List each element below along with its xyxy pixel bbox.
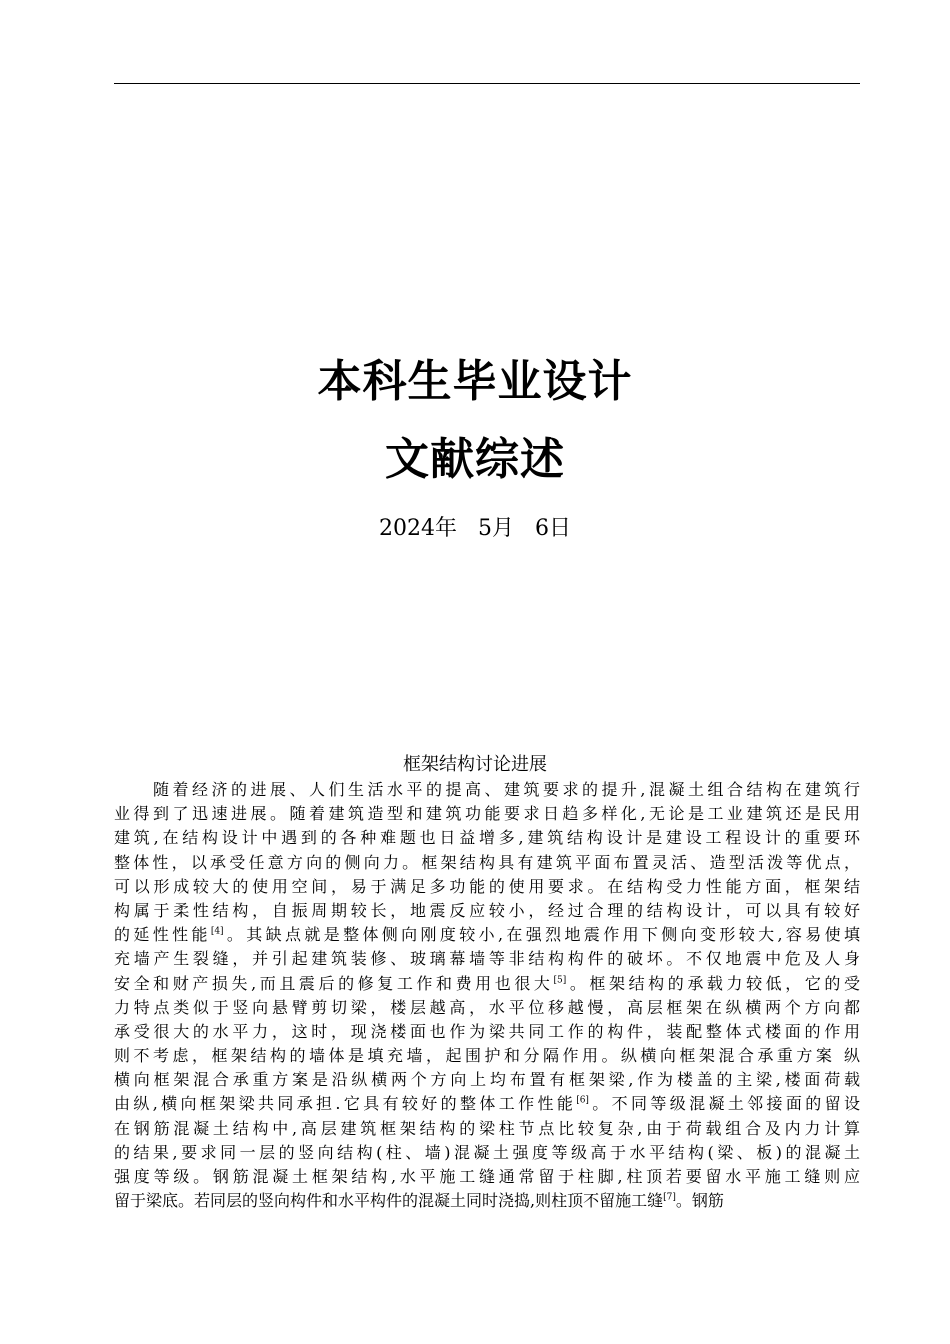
text-line [114,875,860,899]
text-segment: 在钢筋混凝土结构中,高层建筑框架结构的梁柱节点比较复杂,由于荷载组合及内力计算 [114,1118,860,1138]
text-segment: 的延性性能 [114,925,211,945]
text-segment: 构属于柔性结构，自振周期较长，地震反应较小，经过合理的结构设计，可以具有较好 [114,900,860,920]
text-segment: 。钢筋 [675,1191,724,1211]
text-segment: 充墙产生裂缝，并引起建筑装修、玻璃幕墙等非结构构件的破坏。不仅地震中危及人身 [114,949,860,969]
text-line [114,1141,860,1165]
citation-ref: [7] [663,1192,676,1203]
section-heading: 框架结构讨论进展 [403,754,547,775]
text-segment: 留于梁底。若同层的竖向构件和水平构件的混凝土同时浇捣,则柱顶不留施工缝 [114,1191,664,1211]
text-line [114,802,860,826]
date-day-unit: 日 [548,516,571,541]
text-line [114,899,860,923]
date-year-unit: 年 [434,516,457,541]
text-segment: 由纵,横向框架梁共同承担.它具有较好的整体工作性能 [114,1094,577,1114]
text-line [114,851,860,875]
text-line [114,1020,860,1044]
body-paragraph [114,778,860,1213]
citation-ref: [5] [553,975,567,986]
text-segment: 。框架结构的承载力较低，它的受 [566,973,860,993]
document-date [0,513,950,545]
text-line [114,923,860,947]
date-year: 2024 [378,516,435,541]
text-segment: 建筑,在结构设计中遇到的各种难题也日益增多,建筑结构设计是建设工程设计的重要环 [114,828,860,848]
text-line [114,778,860,802]
text-segment: 力特点类似于竖向悬臂剪切梁，楼层越高，水平位移越慢，高层框架在纵横两个方向都 [114,997,860,1017]
text-line [114,1044,860,1068]
text-line [114,1068,860,1092]
text-segment: 则不考虑，框架结构的墙体是填充墙，起围护和分隔作用。纵横向框架混合承重方案 纵 [114,1046,860,1066]
text-line [114,996,860,1020]
text-segment: 。不同等级混凝土邻接面的留设 [588,1094,860,1114]
text-segment: 的结果,要求同一层的竖向结构(柱、墙)混凝土强度等级高于水平结构(梁、板)的混凝土 [114,1142,860,1162]
text-line [114,972,860,996]
text-segment: 强度等级。钢筋混凝土框架结构,水平施工缝通常留于柱脚,柱顶若要留水平施工缝则应 [114,1167,860,1186]
citation-ref: [6] [576,1096,589,1107]
text-segment: 可以形成较大的使用空间，易于满足多功能的使用要求。在结构受力性能方面，框架结 [114,876,860,896]
document-subtitle: 文献综述 [385,434,565,485]
text-line [114,1117,860,1141]
document-title: 本科生毕业设计 [317,356,633,407]
text-segment: 承受很大的水平力，这时，现浇楼面也作为梁共同工作的构件，装配整体式楼面的作用 [114,1021,860,1041]
citation-ref: [4] [210,926,224,937]
text-line [114,826,860,850]
date-day: 6 [534,516,549,541]
date-month-unit: 月 [491,516,514,541]
text-segment: 整体性，以承受任意方向的侧向力。框架结构具有建筑平面布置灵活、造型活泼等优点， [114,852,860,872]
text-line [114,1189,860,1213]
text-line [114,947,860,971]
text-segment: 横向框架混合承重方案是沿纵横两个方向上均布置有框架梁,作为楼盖的主梁,楼面荷载 [114,1070,860,1090]
text-segment: 安全和财产损失,而且震后的修复工作和费用也很大 [114,973,554,993]
text-segment: 随着经济的进展、人们生活水平的提高、建筑要求的提升,混凝土组合结构在建筑行 [114,780,860,799]
date-month: 5 [477,516,492,541]
text-line [114,1092,860,1116]
text-segment: 。其缺点就是整体侧向刚度较小,在强烈地震作用下侧向变形较大,容易使填 [223,925,860,945]
text-segment: 业得到了迅速进展。随着建筑造型和建筑功能要求日趋多样化,无论是工业建筑还是民用 [114,804,860,824]
header-rule [114,83,860,84]
text-line [114,1165,860,1189]
